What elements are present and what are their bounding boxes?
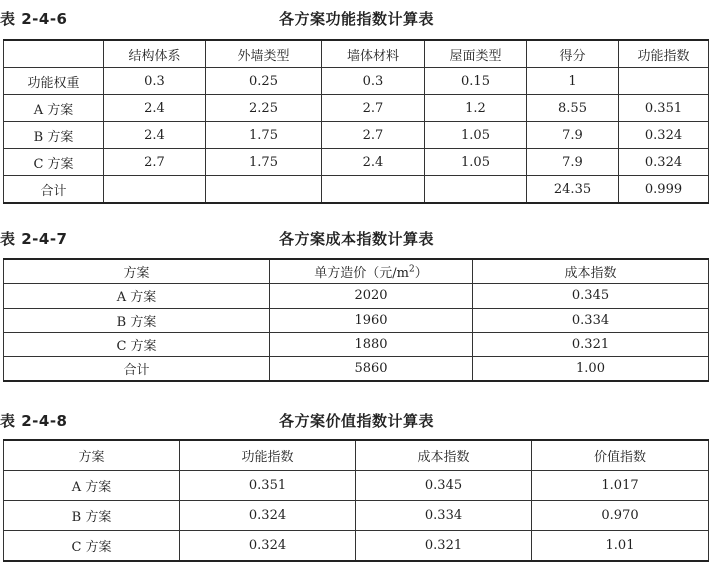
table-cell: 7.9 [527,149,619,176]
header-cell: 方案 [4,440,180,471]
table-cell: 功能权重 [4,68,104,95]
table-cell: 0.324 [180,531,356,562]
table-header-row [4,40,709,68]
table-cell: 0.324 [180,501,356,531]
header-cell: 墙体材料 [322,40,425,68]
table-cell [104,176,206,204]
value-index-table [3,439,709,562]
table-cell: 1880 [270,332,473,356]
table-title: 各方案价值指数计算表 [278,412,434,430]
table-cell: A 方案 [4,471,180,501]
header-cell: 结构体系 [104,40,206,68]
table-cell: B 方案 [4,501,180,531]
table-cell: 5860 [270,357,473,382]
table-cell: 0.345 [473,284,709,308]
table-cell: 2.7 [322,122,425,149]
table-cell [619,68,709,95]
table-cell: 0.3 [104,68,206,95]
table-cell: 1960 [270,308,473,332]
table-cell: C 方案 [4,531,180,562]
table-cell: A 方案 [4,284,270,308]
table-cell: 2.4 [104,95,206,122]
table-cell: 2.4 [322,149,425,176]
table-row [4,332,709,356]
table-cell: 0.3 [322,68,425,95]
table-title: 各方案功能指数计算表 [278,10,434,28]
header-cell: 成本指数 [356,440,532,471]
table-cell: 0.25 [206,68,322,95]
table-row [4,501,709,531]
table-cell: 24.35 [527,176,619,204]
table-cell: 1.01 [532,531,709,562]
table-cell: 0.321 [473,332,709,356]
header-cell: 得分 [527,40,619,68]
table-cell: 1.05 [425,122,527,149]
table-total-row [4,357,709,382]
table-cell: 7.9 [527,122,619,149]
table-number: 表 2-4-7 [0,230,68,248]
table-cell: A 方案 [4,95,104,122]
header-cell: 价值指数 [532,440,709,471]
table-cell: 1.05 [425,149,527,176]
table-cell [425,176,527,204]
table-cell: C 方案 [4,332,270,356]
table-cell: 2.7 [104,149,206,176]
table-row [4,471,709,501]
table-cell: 合计 [4,357,270,382]
function-index-table [3,39,709,204]
table-cell: 0.324 [619,149,709,176]
table-cell: 0.351 [180,471,356,501]
table-cell: 8.55 [527,95,619,122]
table-cell: 1 [527,68,619,95]
table-cell: 1.2 [425,95,527,122]
header-text: 单方造价（元/m [314,266,409,282]
table-cell: 0.999 [619,176,709,204]
table-number: 表 2-4-6 [0,10,68,28]
header-cell [4,40,104,68]
table-cell: 合计 [4,176,104,204]
header-text-tail: ） [414,266,428,282]
table-cell: B 方案 [4,122,104,149]
header-cell: 功能指数 [180,440,356,471]
table-row [4,122,709,149]
table-cell: 0.321 [356,531,532,562]
table-cell: 0.324 [619,122,709,149]
table-cell: 1.75 [206,149,322,176]
table-cell: 0.345 [356,471,532,501]
table-number: 表 2-4-8 [0,412,68,430]
table-title: 各方案成本指数计算表 [278,230,434,248]
table-cell [206,176,322,204]
table-cell: B 方案 [4,308,270,332]
header-cell: 功能指数 [619,40,709,68]
table-row [4,284,709,308]
table-row [4,95,709,122]
table-row [4,531,709,562]
table-cell: 2020 [270,284,473,308]
table-cell: 0.351 [619,95,709,122]
table-total-row [4,176,709,204]
table-cell: 0.334 [356,501,532,531]
table-header-row [4,259,709,284]
table-cell: 0.334 [473,308,709,332]
table-cell: 2.25 [206,95,322,122]
table-cell [322,176,425,204]
header-cell: 成本指数 [473,259,709,284]
table-cell: C 方案 [4,149,104,176]
table-row [4,68,709,95]
table-cell: 0.970 [532,501,709,531]
table-cell: 0.15 [425,68,527,95]
table-cell: 1.75 [206,122,322,149]
superscript: 2 [408,264,415,275]
cost-index-table [3,258,709,382]
table-cell: 2.7 [322,95,425,122]
table-cell: 2.4 [104,122,206,149]
table-row [4,308,709,332]
header-cell: 外墙类型 [206,40,322,68]
header-cell: 方案 [4,259,270,284]
table-cell: 1.017 [532,471,709,501]
header-cell: 屋面类型 [425,40,527,68]
table-header-row [4,440,709,471]
header-cell [270,259,473,284]
table-row [4,149,709,176]
table-cell: 1.00 [473,357,709,382]
